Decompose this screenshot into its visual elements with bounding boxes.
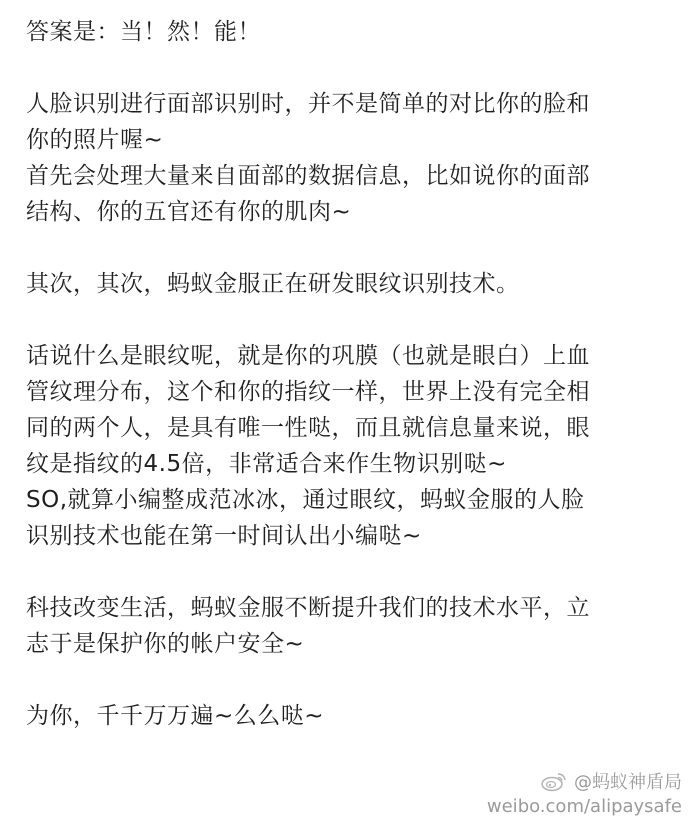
paragraph-line: 答案是：当！然！能！ — [26, 19, 261, 45]
paragraph-line: SO,就算小编整成范冰冰，通过眼纹，蚂蚁金服的人脸 — [26, 487, 585, 513]
paragraph-line: 识别技术也能在第一时间认出小编哒~ — [26, 523, 422, 549]
paragraph-line: 为你，千千万万遍~么么哒~ — [26, 703, 325, 729]
paragraph-gap — [26, 662, 676, 698]
paragraph-gap — [26, 230, 676, 266]
paragraph-line: 话说什么是眼纹呢，就是你的巩膜（也就是眼白）上血 — [26, 343, 590, 369]
paragraph-line: 其次，其次，蚂蚁金服正在研发眼纹识别技术。 — [26, 271, 520, 297]
paragraph-gap — [26, 50, 676, 86]
paragraph-line: 结构、你的五官还有你的肌肉~ — [26, 199, 352, 225]
paragraph-gap — [26, 554, 676, 590]
weibo-logo-icon — [540, 770, 568, 792]
paragraph-line: 志于是保护你的帐户安全~ — [26, 631, 305, 657]
watermark-site: weibo.com/alipaysafe — [486, 796, 682, 817]
paragraph-line: 管纹理分布，这个和你的指纹一样，世界上没有完全相 — [26, 379, 590, 405]
watermark-account-row — [540, 768, 682, 794]
paragraph-line: 首先会处理大量来自面部的数据信息，比如说你的面部 — [26, 163, 590, 189]
paragraph-line: 纹是指纹的4.5倍，非常适合来作生物识别哒~ — [26, 451, 507, 477]
paragraph-line: 科技改变生活，蚂蚁金服不断提升我们的技术水平，立 — [26, 595, 590, 621]
paragraph-gap — [26, 302, 676, 338]
paragraph-line: 人脸识别进行面部识别时，并不是简单的对比你的脸和 — [26, 91, 590, 117]
paragraph-line: 同的两个人，是具有唯一性哒，而且就信息量来说，眼 — [26, 415, 590, 441]
article-body — [26, 14, 676, 734]
watermark-account: @蚂蚁神盾局 — [574, 772, 682, 793]
paragraph-line: 你的照片喔~ — [26, 127, 164, 153]
weibo-watermark — [452, 768, 682, 828]
